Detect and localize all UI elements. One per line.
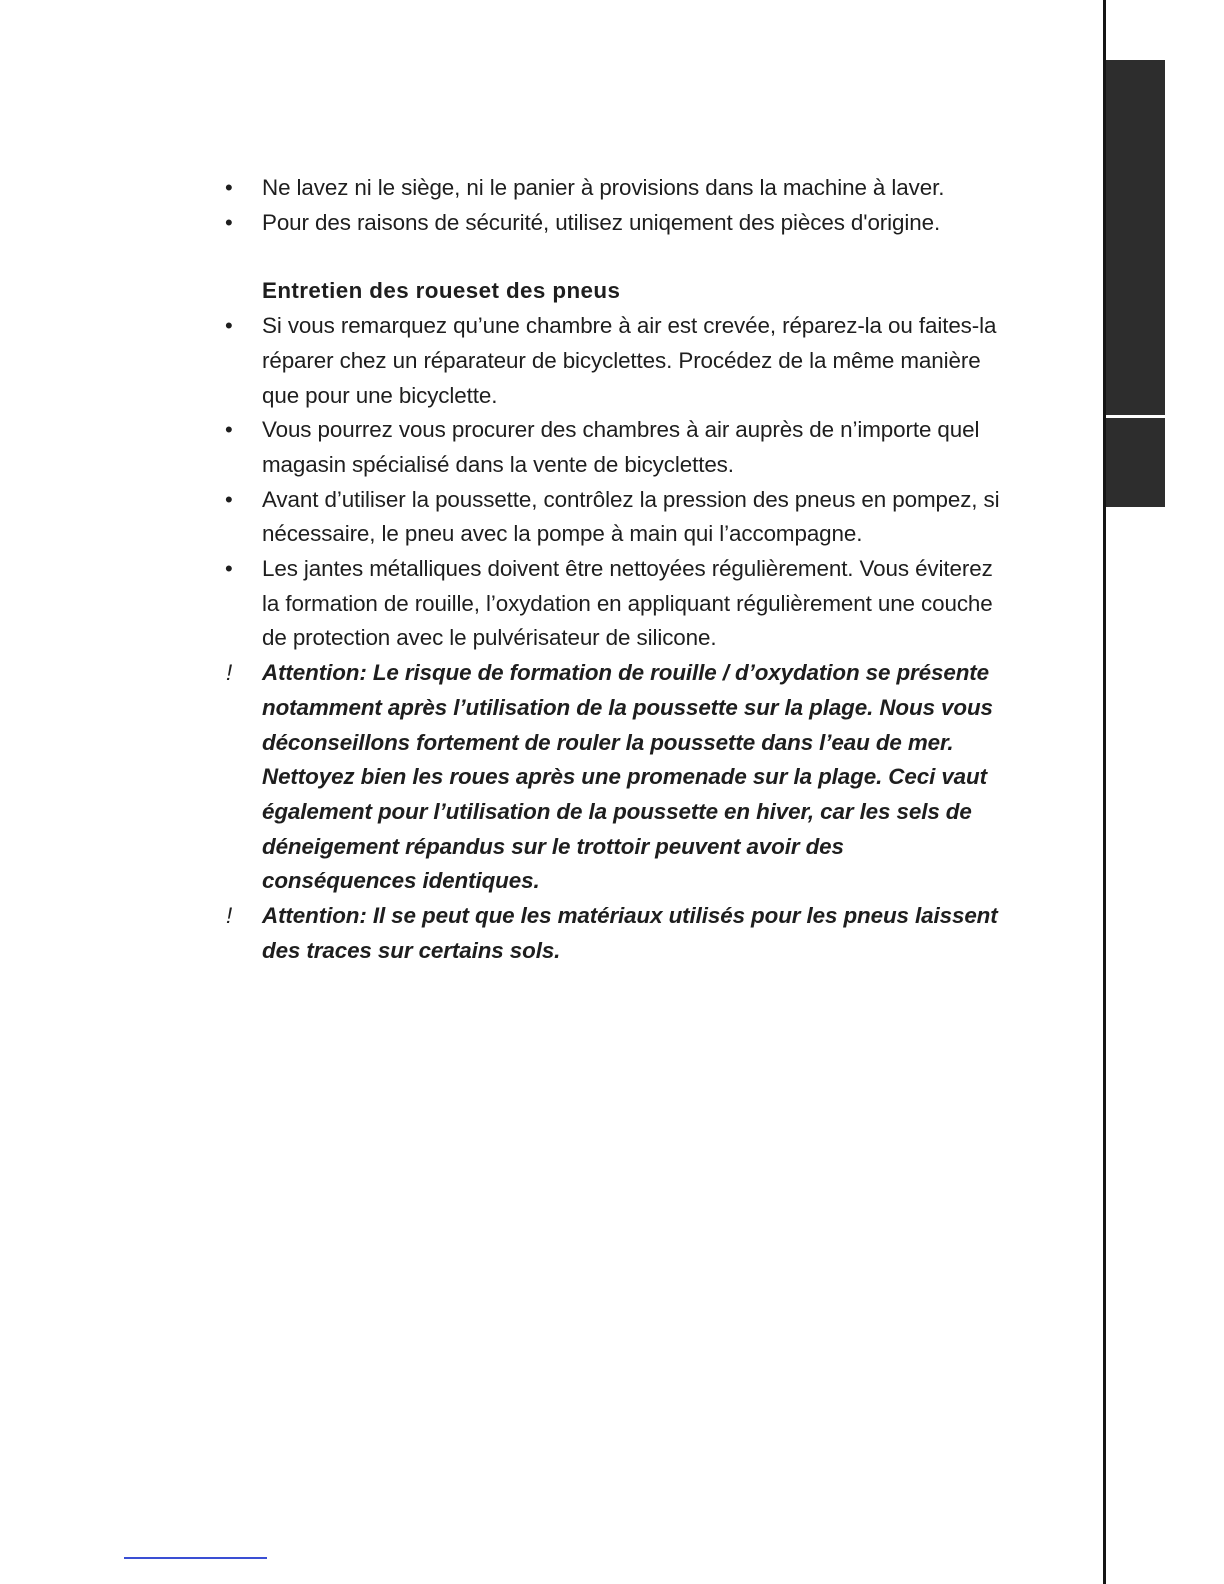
chapter-tab-upper	[1106, 60, 1165, 415]
list-item-text: Si vous remarquez qu’une chambre à air est crevée, réparez-la ou faites-la réparer chez un réparateur de bicyclettes. Procédez de la même manière que pour une bicyclette.	[262, 313, 997, 408]
warning-item	[222, 899, 1002, 968]
exclamation-icon: !	[226, 903, 233, 929]
list-item	[222, 309, 1002, 413]
list-item	[222, 171, 1002, 206]
page-content	[222, 171, 1002, 968]
bullet-icon: •	[225, 209, 233, 235]
exclamation-icon: !	[226, 660, 233, 686]
list-item	[222, 413, 1002, 482]
list-item	[222, 483, 1002, 552]
bullet-icon: •	[225, 313, 233, 339]
chapter-tab-lower	[1106, 418, 1165, 507]
section-heading: Entretien des roueset des pneus	[262, 278, 621, 304]
warning-text: Attention: Il se peut que les matériaux utilisés pour les pneus laissent des traces sur certains sols.	[262, 903, 998, 963]
list-item-text: Pour des raisons de sécurité, utilisez uniqement des pièces d'origine.	[262, 209, 941, 235]
warning-text: Attention: Le risque de formation de rouille / d’oxydation se présente notamment après l’utilisation de la poussette sur la plage. Nous vous déconseillons fortement de rouler la poussette dans l’eau de mer. Nettoyez bien les roues après une promenade sur la plage. Ceci vaut également pour l’utilisation de la poussette en hiver, car les sels de déneigement répandus sur le trottoir peuvent avoir des conséquences identiques.	[262, 660, 993, 894]
bullet-icon: •	[225, 417, 233, 443]
bullet-icon: •	[225, 175, 233, 200]
list-item-text: Vous pourrez vous procurer des chambres à air auprès de n’importe quel magasin spécialisé dans la vente de bicyclettes.	[262, 417, 980, 477]
bullet-icon: •	[225, 556, 233, 582]
list-item	[222, 552, 1002, 656]
list-item	[222, 206, 1002, 241]
list-item-text: Avant d’utiliser la poussette, contrôlez la pression des pneus en pompez, si nécessaire, le pneu avec la pompe à main qui l’accompagne.	[262, 486, 1000, 547]
list-item-text: Les jantes métalliques doivent être nettoyées régulièrement. Vous éviterez la formation de rouille, l’oxydation en appliquant régulièrement une couche de protection avec le pulvérisateur de silicone.	[262, 556, 993, 651]
footnote-separator	[124, 1557, 267, 1559]
list-item-text: Ne lavez ni le siège, ni le panier à provisions dans la machine à laver.	[262, 175, 945, 200]
bullet-icon: •	[225, 486, 233, 512]
warning-item	[222, 656, 1002, 899]
